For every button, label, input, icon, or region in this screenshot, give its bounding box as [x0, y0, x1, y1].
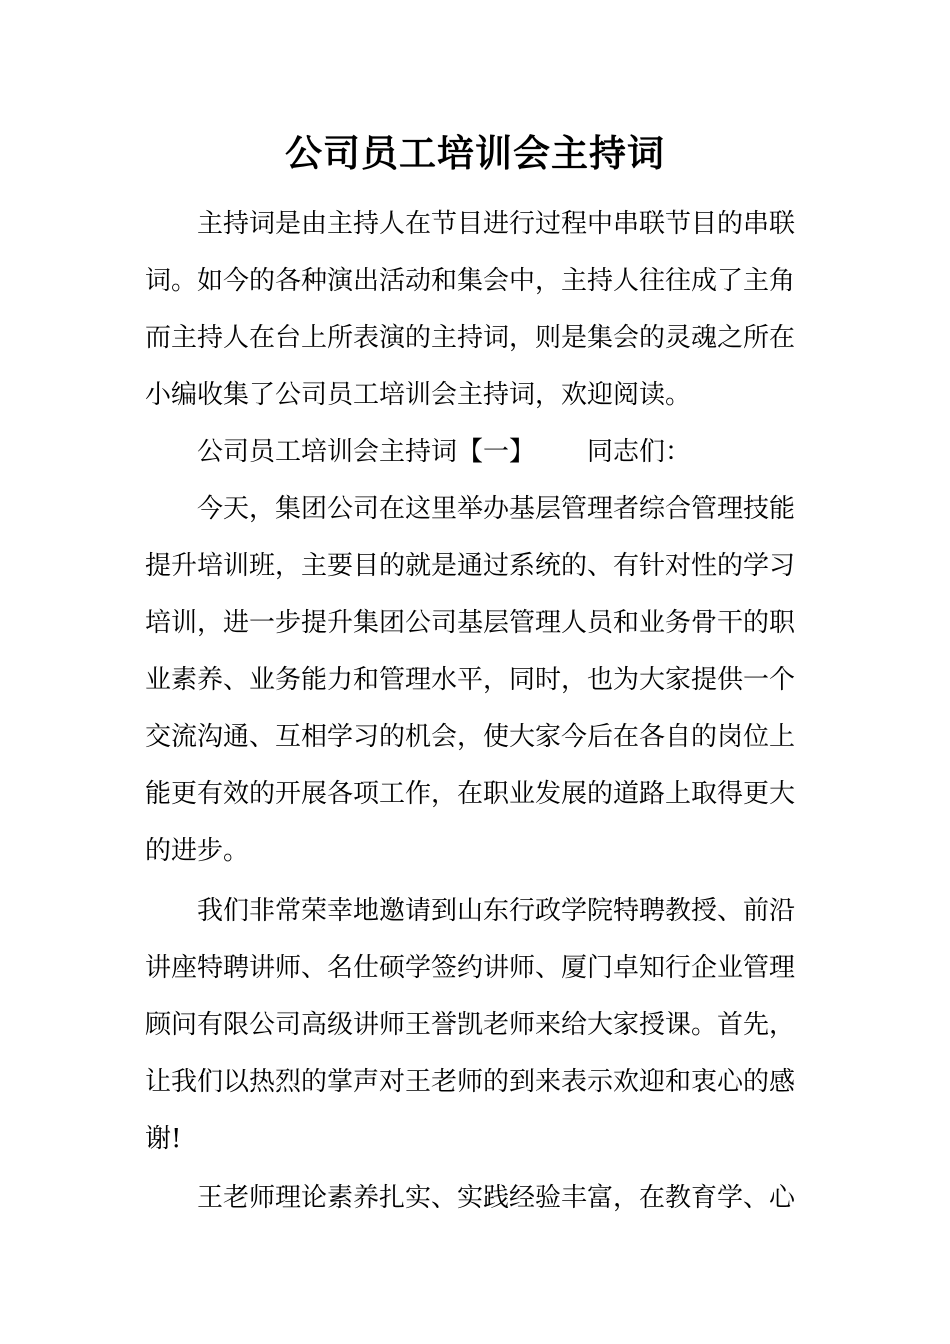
paragraph-line: 顾问有限公司高级讲师王誉凯老师来给大家授课。首先， [145, 1010, 796, 1040]
section-heading: 公司员工培训会主持词【一】 [197, 437, 536, 467]
paragraph-line: 谢! [145, 1124, 182, 1154]
paragraph-line: 的进步。 [145, 836, 250, 866]
document-title: 公司员工培训会主持词 [285, 131, 665, 175]
paragraph-line: 培训，进一步提升集团公司基层管理人员和业务骨干的职 [145, 608, 796, 638]
section-heading-line [197, 434, 877, 470]
paragraph-line: 词。如今的各种演出活动和集会中，主持人往往成了主角 [145, 266, 796, 296]
paragraph-line: 让我们以热烈的掌声对王老师的到来表示欢迎和衷心的感 [145, 1067, 796, 1097]
paragraph-line: 提升培训班，主要目的就是通过系统的、有针对性的学习 [145, 551, 796, 581]
salutation: 同志们： [587, 437, 692, 467]
paragraph-line: 能更有效的开展各项工作，在职业发展的道路上取得更大 [145, 779, 796, 809]
paragraph-line: 王老师理论素养扎实、实践经验丰富，在教育学、心 [197, 1183, 796, 1213]
paragraph-line: 讲座特聘讲师、名仕硕学签约讲师、厦门卓知行企业管理 [145, 953, 796, 983]
paragraph-line: 而主持人在台上所表演的主持词，则是集会的灵魂之所在 [145, 323, 796, 353]
paragraph-line: 今天，集团公司在这里举办基层管理者综合管理技能 [197, 494, 796, 524]
paragraph-line: 业素养、业务能力和管理水平，同时，也为大家提供一个 [145, 665, 796, 695]
paragraph-line: 我们非常荣幸地邀请到山东行政学院特聘教授、前沿 [197, 896, 796, 926]
paragraph-line: 小编收集了公司员工培训会主持词，欢迎阅读。 [145, 380, 692, 410]
paragraph-line: 交流沟通、互相学习的机会，使大家今后在各自的岗位上 [145, 722, 796, 752]
paragraph-line: 主持词是由主持人在节目进行过程中串联节目的串联 [197, 209, 796, 239]
